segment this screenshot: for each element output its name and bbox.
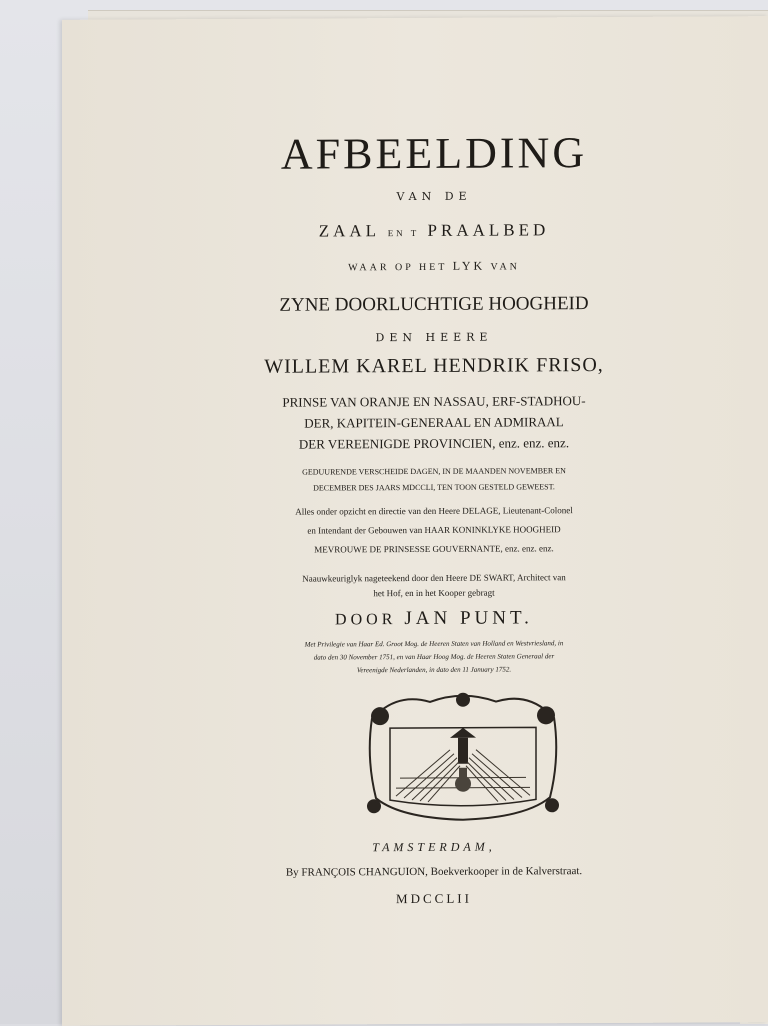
author-name: JAN PUNT.	[404, 607, 533, 630]
van-de-line: VAN DE	[396, 189, 472, 204]
author-line	[124, 606, 744, 631]
gedurende-line-2: DECEMBER DES JAARS MDCCLI, TEN TOON GESTELD GEWEEST.	[313, 482, 555, 493]
door-word: DOOR	[335, 611, 397, 629]
publication-year: MDCCLII	[396, 890, 472, 907]
titles-line-2: DER, KAPITEIN-GENERAAL EN ADMIRAAL	[304, 414, 564, 431]
naauw-line-2: het Hof, en in het Kooper gebragt	[373, 587, 495, 599]
alles-line-3: MEVROUWE DE PRINSESSE GOUVERNANTE, enz. enz. enz.	[314, 543, 554, 555]
printer-line: By FRANÇOIS CHANGUION, Boekverkooper in de Kalverstraat.	[285, 865, 583, 879]
titles-line-3: DER VEREENIGDE PROVINCIEN, enz. enz. enz.	[298, 435, 570, 452]
zyne-line: ZYNE DOORLUCHTIGE HOOGHEID	[279, 293, 589, 316]
van-word: VAN	[490, 261, 520, 273]
zaal-en: EN T	[387, 227, 420, 239]
zaal-word: ZAAL	[318, 221, 380, 241]
place-of-publication: TAMSTERDAM,	[372, 839, 496, 855]
lyk-word: LYK	[452, 258, 486, 273]
alles-line-2: en Intendant der Gebouwen van HAAR KONINKLYKE HOOGHEID	[307, 524, 561, 536]
alles-line-1: Alles onder opzicht en directie van den Heere DELAGE, Lieutenant-Colonel	[295, 505, 573, 517]
main-title: AFBEELDING	[280, 128, 588, 179]
privilege-line-2: dato den 30 November 1751, en van Haar Hoog Mog. de Heeren Staten Generaal der	[313, 652, 555, 662]
praalbed-word: PRAALBED	[427, 220, 550, 240]
title-page	[62, 16, 768, 1026]
zaal-line	[124, 219, 744, 242]
waar-line	[124, 257, 744, 275]
titles-line-1: PRINSE VAN ORANJE EN NASSAU, ERF-STADHOU-	[282, 393, 586, 410]
waar-op-het: WAAR OP HET	[348, 261, 448, 274]
gedurende-line-1: GEDUURENDE VERSCHEIDE DAGEN, IN DE MAANDEN NOVEMBER EN	[302, 466, 566, 477]
privilege-line-3: Vereenigde Nederlanden, in dato den 11 January 1752.	[356, 665, 512, 675]
privilege-line-1: Met Privilegie van Haar Ed. Groot Mog. de Heeren Staten van Holland en Westvriesland, in	[304, 639, 564, 649]
engraved-vignette	[360, 687, 566, 828]
willem-line: WILLEM KAREL HENDRIK FRISO,	[264, 354, 604, 378]
den-heere-line: DEN HEERE	[375, 330, 493, 345]
naauw-line-1: Naauwkeuriglyk nageteekend door den Heere DE SWART, Architect van	[302, 572, 566, 584]
